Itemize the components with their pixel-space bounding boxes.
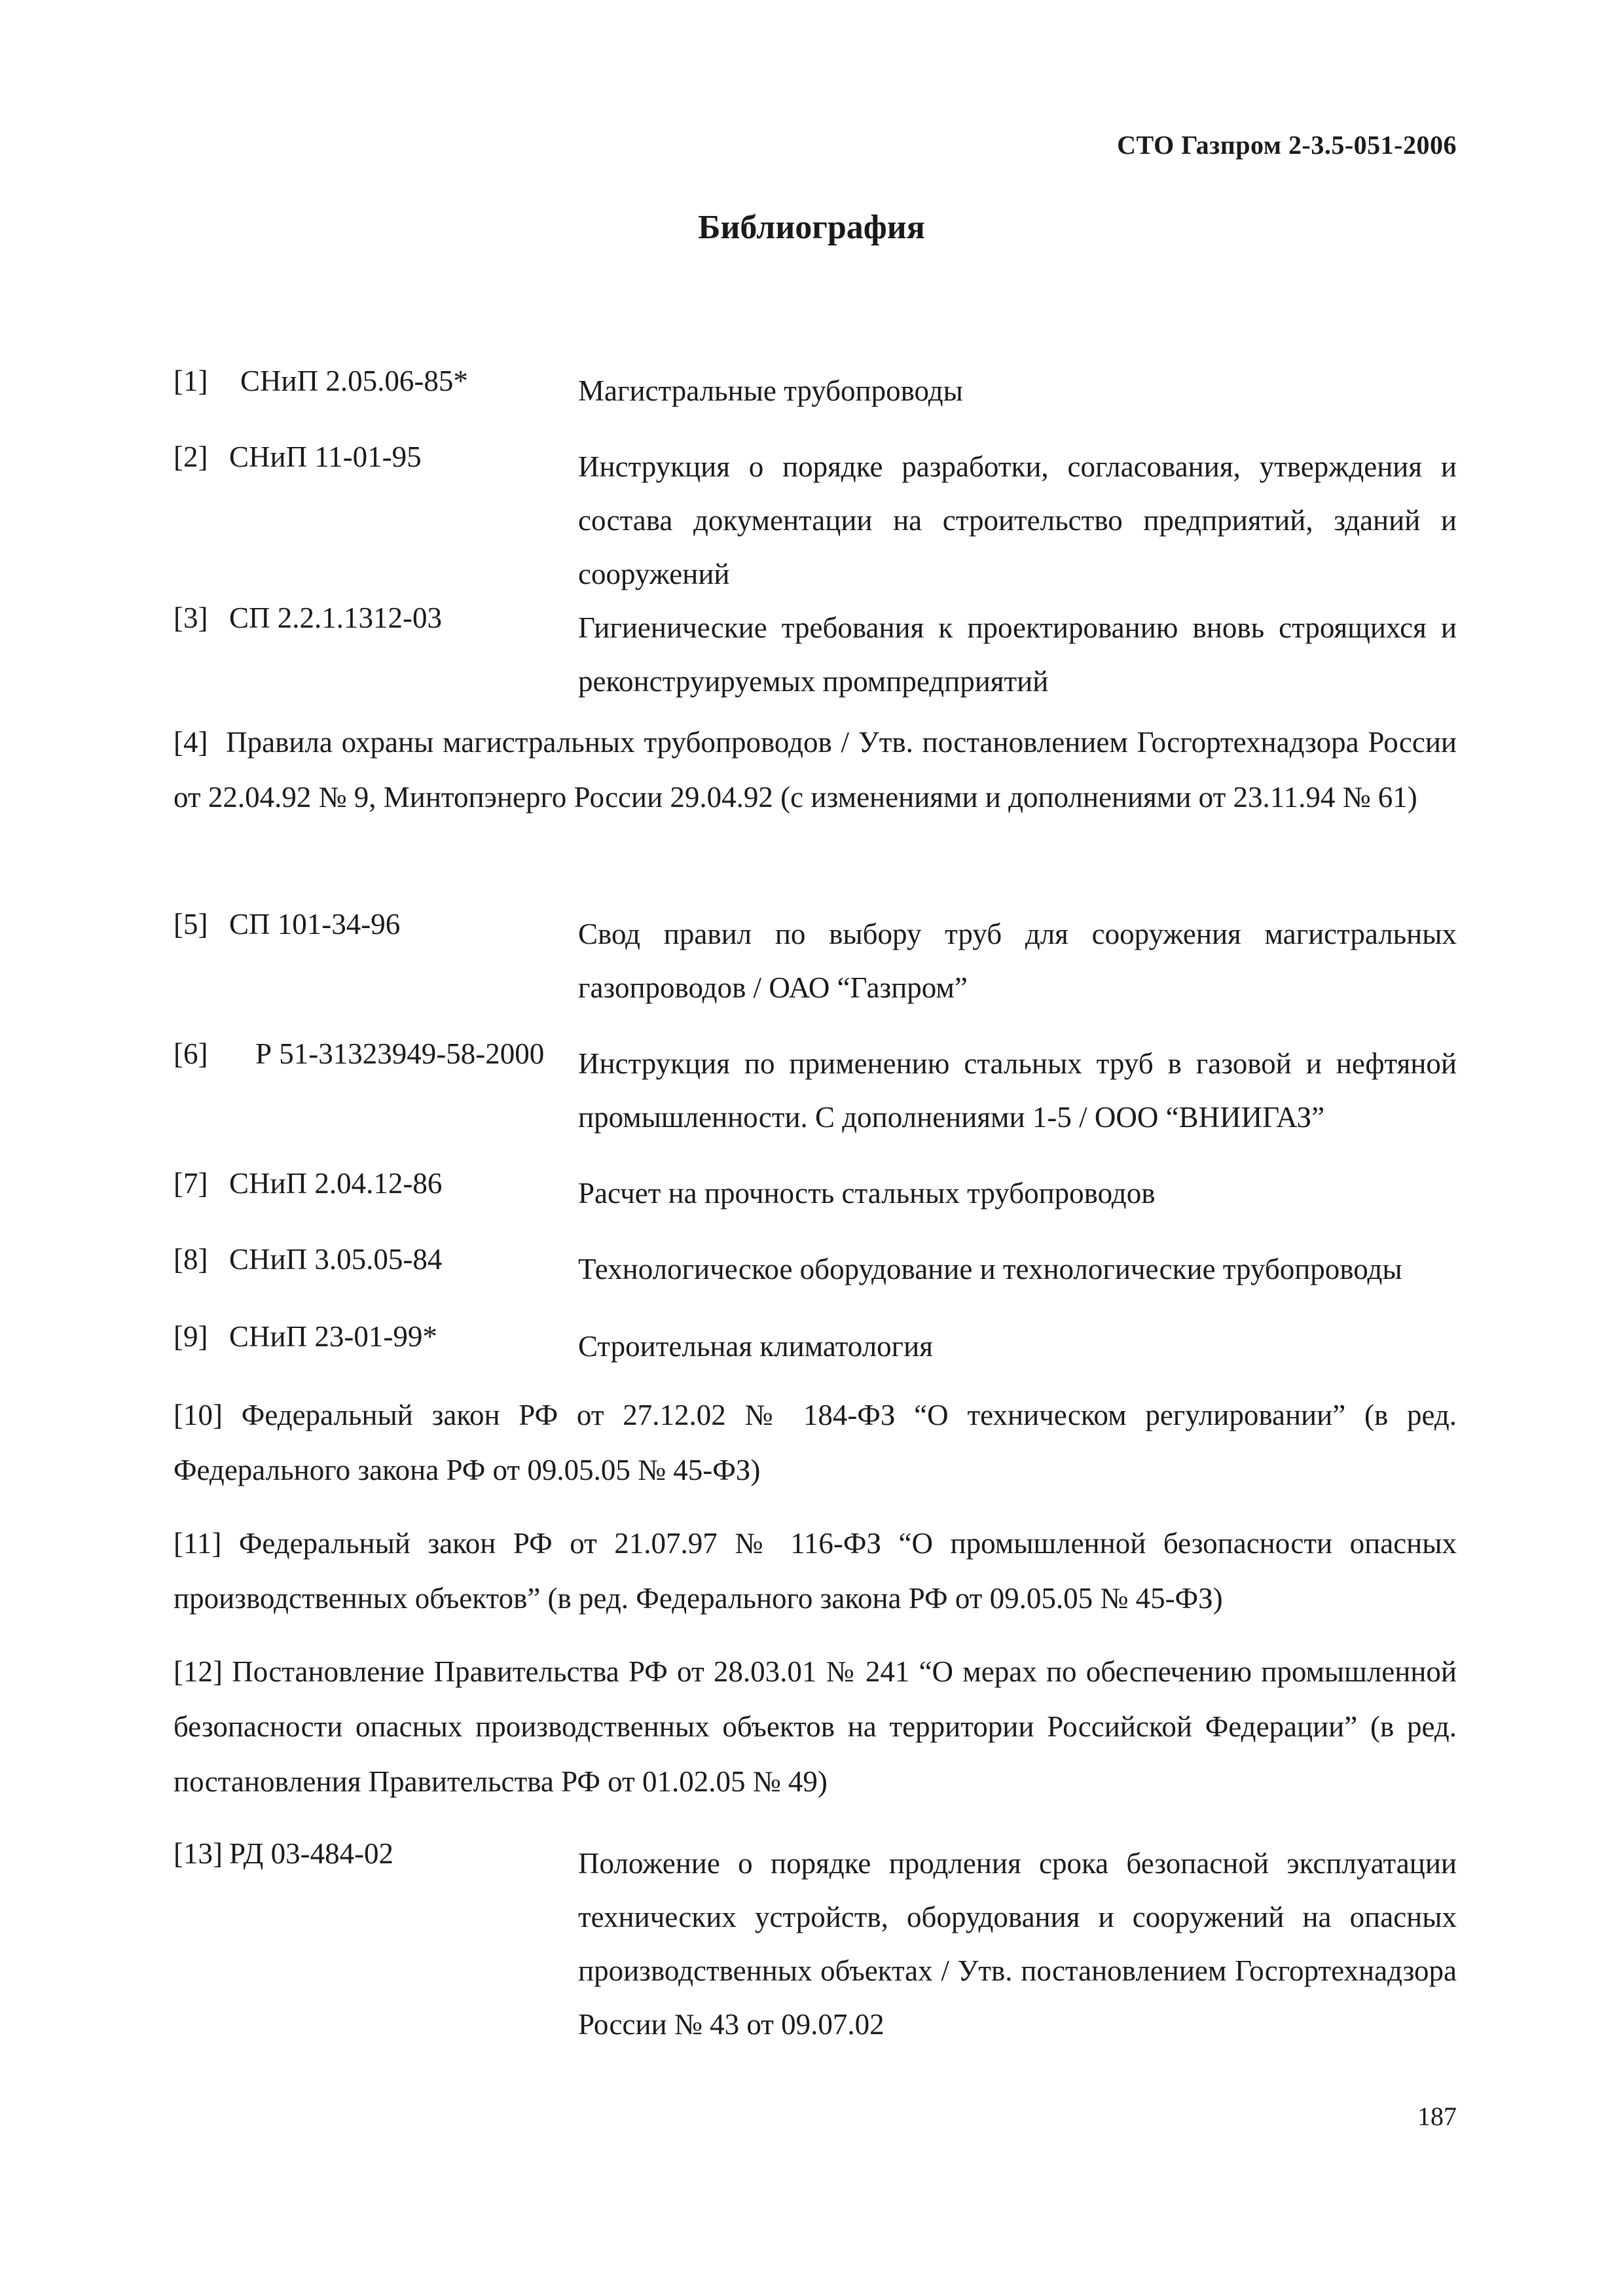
bibliography-entry-10 (173, 1388, 1457, 1498)
entry-code: СНиП 3.05.05-84 (229, 1243, 443, 1276)
entry-text: Федеральный закон РФ от 27.12.02 № 184-ФЗ “О техническом регулировании” (в ред. Федерального закона РФ от 09.05.05 № 45-ФЗ) (173, 1399, 1457, 1486)
entry-number: [11] (173, 1527, 222, 1560)
entry-number: [10] (173, 1399, 223, 1431)
entry-number: [6] (173, 1037, 208, 1070)
entry-code: СНиП 2.05.06-85* (240, 365, 468, 397)
bibliography-entry-4 (173, 715, 1457, 825)
document-code-header: СТО Газпром 2-3.5-051-2006 (1117, 130, 1457, 160)
entry-number: [1] (173, 365, 208, 397)
entry-number: [7] (173, 1167, 208, 1200)
entry-text: Правила охраны магистральных трубопроводов / Утв. постановлением Госгортехнадзора России от 22.04.92 № 9, Минтопэнерго России 29.04.92 (с изменениями и дополнениями от 23.11.94 № 61) (173, 726, 1457, 814)
entry-description: Магистральные трубопроводы (578, 374, 963, 407)
entry-description: Положение о порядке продления срока безопасной эксплуатации технических устройств, оборудования и сооружений на опасных производственных объектах / Утв. постановлением Госгортехнадзора России № 43 от 09.07.02 (578, 1847, 1457, 2041)
entry-description: Гигиенические требования к проектированию вновь строящихся и реконструируемых промпредприятий (578, 611, 1457, 698)
entry-number: [9] (173, 1320, 208, 1353)
entry-description: Технологическое оборудование и технологические трубопроводы (578, 1253, 1402, 1285)
entry-number: [2] (173, 440, 208, 473)
entry-number: [8] (173, 1243, 208, 1276)
entry-code: СП 101-34-96 (229, 908, 401, 941)
entry-description: Расчет на прочность стальных трубопроводов (578, 1177, 1156, 1210)
entry-description: Инструкция о порядке разработки, согласования, утверждения и состава документации на строительство предприятий, зданий и сооружений (578, 450, 1457, 590)
page-title: Библиография (698, 209, 925, 246)
entry-text: Федеральный закон РФ от 21.07.97 № 116-ФЗ “О промышленной безопасности опасных производственных объектов” (в ред. Федерального закона РФ от 09.05.05 № 45-ФЗ) (173, 1527, 1457, 1615)
entry-number: [12] (173, 1655, 223, 1688)
entry-description: Строительная климатология (578, 1330, 933, 1363)
entry-number: [3] (173, 601, 208, 634)
entry-code: СНиП 11-01-95 (229, 440, 422, 473)
entry-code: СНиП 23-01-99* (229, 1320, 437, 1353)
entry-description: Свод правил по выбору труб для сооружения магистральных газопроводов / ОАО “Газпром” (578, 918, 1457, 1004)
entry-code: РД 03-484-02 (229, 1837, 394, 1870)
entry-code: Р 51-31323949-58-2000 (255, 1037, 545, 1070)
entry-number: [5] (173, 908, 208, 941)
entry-text: Постановление Правительства РФ от 28.03.01 № 241 “О мерах по обеспечению промышленной безопасности опасных производственных объектов на территории Российской Федерации” (в ред. постановления Правительства РФ от 01.02.05 № 49) (173, 1655, 1457, 1798)
entry-code: СП 2.2.1.1312-03 (229, 601, 442, 634)
entry-number: [13] (173, 1837, 223, 1870)
entry-number: [4] (173, 726, 208, 759)
bibliography-entry-12 (173, 1644, 1457, 1809)
entry-code: СНиП 2.04.12-86 (229, 1167, 443, 1200)
bibliography-entry-11 (173, 1516, 1457, 1626)
page-number: 187 (1417, 2102, 1457, 2131)
entry-description: Инструкция по применению стальных труб в газовой и нефтяной промышленности. С дополнениями 1-5 / ООО “ВНИИГАЗ” (578, 1047, 1457, 1134)
